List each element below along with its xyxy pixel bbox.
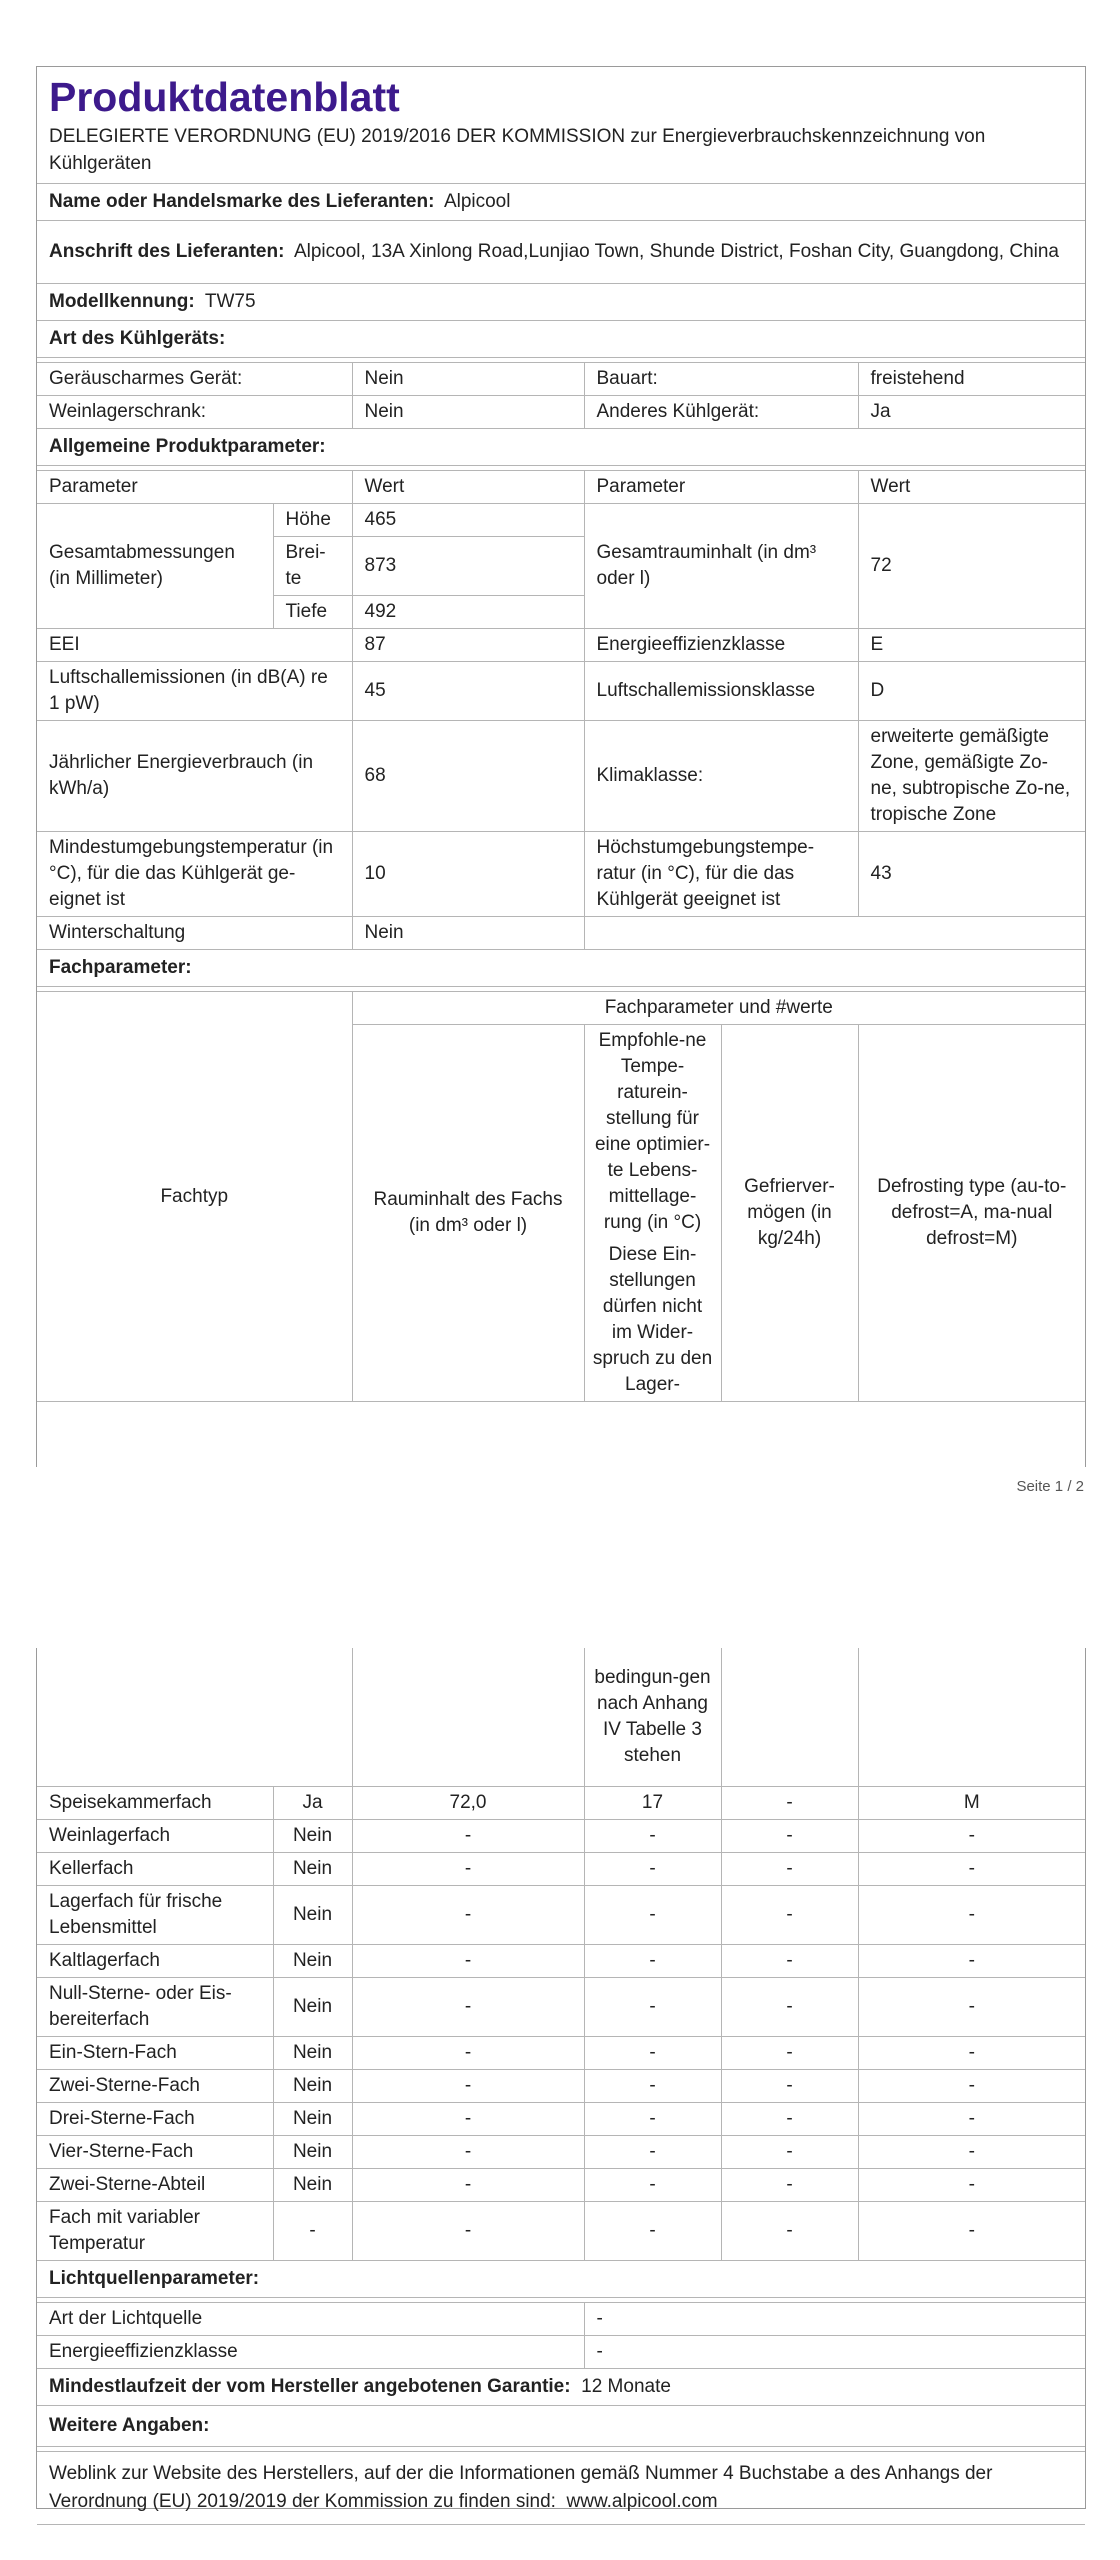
compartment-defrost: - xyxy=(858,2070,1085,2103)
type-value: Nein xyxy=(352,396,584,429)
compartment-row xyxy=(37,2070,1085,2103)
continuation-empty xyxy=(721,1648,858,1787)
type-value: Ja xyxy=(858,396,1085,429)
col-header-defrost: Defrosting type (au-to-defrost=A, ma-nual defrost=M) xyxy=(858,1025,1085,1402)
more-info-text: Weblink zur Website des Herstellers, auf der die Informationen gemäß Nummer 4 Buchstabe a des Anhangs der Verordnung (EU) 2019/2019 der Kommission zu finden sind: xyxy=(49,2463,993,2512)
compartment-temperature: - xyxy=(584,1945,721,1978)
min-temp-label: Mindestumgebungstemperatur (in °C), für die das Kühlgerät ge-eignet ist xyxy=(37,832,352,917)
noise-class-label: Luftschallemissionsklasse xyxy=(584,662,858,721)
compartment-defrost: - xyxy=(858,2202,1085,2261)
height-value: 465 xyxy=(352,504,584,537)
compartment-present: Ja xyxy=(273,1787,352,1820)
col-header-value: Wert xyxy=(352,471,584,504)
compartment-defrost: - xyxy=(858,1820,1085,1853)
compartment-present: Nein xyxy=(273,2169,352,2202)
more-heading-row xyxy=(37,2406,1085,2447)
light-type-value: - xyxy=(584,2303,1085,2336)
compartment-temperature: - xyxy=(584,2136,721,2169)
compartment-volume: - xyxy=(352,1820,584,1853)
col-header-volume: Rauminhalt des Fachs (in dm³ oder l) xyxy=(352,1025,584,1402)
col-header-temperature-part1: Empfohle-ne Tempe-raturein-stellung für eine optimier-te Lebens-mittellage-rung (in °C) xyxy=(594,1030,711,1233)
max-temp-value: 43 xyxy=(858,832,1085,917)
compartment-temperature: - xyxy=(584,2103,721,2136)
page-subtitle: DELEGIERTE VERORDNUNG (EU) 2019/2016 DER KOMMISSION zur Energieverbrauchskennzeichnung von Kühlgeräten xyxy=(49,126,986,174)
light-class-value: - xyxy=(584,2336,1085,2369)
eei-value: 87 xyxy=(352,629,584,662)
supplier-address-value: Alpicool, 13A Xinlong Road,Lunjiao Town, Shunde District, Foshan City, Guangdong, China xyxy=(293,241,1059,262)
type-heading-row xyxy=(37,321,1085,358)
eei-label: EEI xyxy=(37,629,352,662)
compartment-name: Null-Sterne- oder Eis-bereiterfach xyxy=(37,1978,273,2037)
compartment-defrost: - xyxy=(858,1978,1085,2037)
compartment-present: Nein xyxy=(273,1886,352,1945)
winter-value: Nein xyxy=(352,917,584,950)
width-value: 873 xyxy=(352,537,584,596)
warranty-value: 12 Monate xyxy=(581,2376,671,2397)
compartment-row xyxy=(37,2037,1085,2070)
depth-label: Tiefe xyxy=(273,596,352,629)
model-label: Modellkennung: xyxy=(49,291,195,312)
efficiency-class-label: Energieeffizienzklasse xyxy=(584,629,858,662)
compartment-temperature: - xyxy=(584,2169,721,2202)
compartment-freezing: - xyxy=(721,2103,858,2136)
model-row xyxy=(37,284,1085,321)
compartment-volume: - xyxy=(352,2202,584,2261)
type-label: Bauart: xyxy=(584,363,858,396)
compartment-present: - xyxy=(273,2202,352,2261)
compartment-row xyxy=(37,1820,1085,1853)
energy-value: 68 xyxy=(352,721,584,832)
total-volume-label: Gesamtrauminhalt (in dm³ oder l) xyxy=(584,504,858,629)
compartment-freezing: - xyxy=(721,1787,858,1820)
compartment-defrost: - xyxy=(858,1853,1085,1886)
compartment-name: Kellerfach xyxy=(37,1853,273,1886)
compartment-freezing: - xyxy=(721,2136,858,2169)
type-value: freistehend xyxy=(858,363,1085,396)
compartment-volume: - xyxy=(352,1886,584,1945)
compartment-volume: - xyxy=(352,2070,584,2103)
type-row xyxy=(37,396,1085,429)
compartment-name: Lagerfach für frische Lebensmittel xyxy=(37,1886,273,1945)
type-value: Nein xyxy=(352,363,584,396)
datasheet-table-page-1 xyxy=(37,67,1085,1402)
compartment-volume: - xyxy=(352,2136,584,2169)
col-header-temperature-cont: bedingun-gen nach Anhang IV Tabelle 3 stehen xyxy=(584,1648,721,1787)
compartment-temperature: - xyxy=(584,1886,721,1945)
compartment-name: Weinlagerfach xyxy=(37,1820,273,1853)
empty-cell xyxy=(584,917,1085,950)
compartment-temperature: - xyxy=(584,1820,721,1853)
compartment-row xyxy=(37,1978,1085,2037)
general-header-row xyxy=(37,471,1085,504)
noise-label: Luftschallemissionen (in dB(A) re 1 pW) xyxy=(37,662,352,721)
compartment-name: Vier-Sterne-Fach xyxy=(37,2136,273,2169)
supplier-name-value: Alpicool xyxy=(443,191,511,212)
compartment-defrost: - xyxy=(858,1886,1085,1945)
continuation-empty xyxy=(37,1648,352,1787)
compartment-group-header: Fachparameter und #werte xyxy=(352,992,1085,1025)
compartment-present: Nein xyxy=(273,1945,352,1978)
compartment-name: Drei-Sterne-Fach xyxy=(37,2103,273,2136)
compartment-volume: - xyxy=(352,1978,584,2037)
compartment-present: Nein xyxy=(273,2070,352,2103)
climate-class-value: erweiterte gemäßigte Zone, gemäßigte Zo-ne, subtropische Zo-ne, tropische Zone xyxy=(858,721,1085,832)
supplier-name-row xyxy=(37,184,1085,221)
compartment-present: Nein xyxy=(273,2103,352,2136)
compartment-defrost: M xyxy=(858,1787,1085,1820)
noise-class-value: D xyxy=(858,662,1085,721)
compartment-row xyxy=(37,1787,1085,1820)
model-value: TW75 xyxy=(204,291,256,312)
compartment-temperature: - xyxy=(584,2070,721,2103)
col-header-value: Wert xyxy=(858,471,1085,504)
compartment-present: Nein xyxy=(273,2037,352,2070)
compartment-row xyxy=(37,2103,1085,2136)
compartment-defrost: - xyxy=(858,2169,1085,2202)
compartment-temperature: - xyxy=(584,1853,721,1886)
datasheet-table-page-2-bottom xyxy=(37,2261,1085,2525)
compartment-defrost: - xyxy=(858,1945,1085,1978)
page-title: Produktdatenblatt xyxy=(49,74,400,120)
total-volume-value: 72 xyxy=(858,504,1085,629)
compartment-type-header: Fachtyp xyxy=(37,992,352,1402)
compartment-name: Fach mit variabler Temperatur xyxy=(37,2202,273,2261)
compartment-freezing: - xyxy=(721,2070,858,2103)
compartment-freezing: - xyxy=(721,1945,858,1978)
light-heading-row xyxy=(37,2261,1085,2298)
depth-value: 492 xyxy=(352,596,584,629)
noise-value: 45 xyxy=(352,662,584,721)
type-heading: Art des Kühlgeräts: xyxy=(49,328,226,349)
manufacturer-link[interactable]: www.alpicool.com xyxy=(566,2491,718,2512)
more-heading: Weitere Angaben: xyxy=(49,2415,210,2436)
compartment-temperature: - xyxy=(584,1978,721,2037)
compartment-volume: 72,0 xyxy=(352,1787,584,1820)
compartment-defrost: - xyxy=(858,2136,1085,2169)
compartment-name: Zwei-Sterne-Abteil xyxy=(37,2169,273,2202)
height-label: Höhe xyxy=(273,504,352,537)
dimensions-label: Gesamtabmessungen (in Millimeter) xyxy=(37,504,273,629)
more-info-row xyxy=(37,2452,1085,2525)
type-label: Geräuscharmes Gerät: xyxy=(37,363,352,396)
compartment-table xyxy=(37,1787,1085,2261)
supplier-address-row xyxy=(37,221,1085,284)
compartment-row xyxy=(37,2169,1085,2202)
page-2 xyxy=(36,1648,1086,2512)
width-label: Brei-te xyxy=(273,537,352,596)
compartment-volume: - xyxy=(352,2037,584,2070)
compartment-temperature: 17 xyxy=(584,1787,721,1820)
col-header-temperature-part2: Diese Ein-stellungen dürfen nicht im Wider-spruch zu den Lager- xyxy=(592,1244,713,1395)
compartment-present: Nein xyxy=(273,2136,352,2169)
compartment-volume: - xyxy=(352,2103,584,2136)
type-label: Weinlagerschrank: xyxy=(37,396,352,429)
compartment-freezing: - xyxy=(721,2037,858,2070)
compartment-temperature: - xyxy=(584,2037,721,2070)
warranty-row xyxy=(37,2369,1085,2406)
climate-class-label: Klimaklasse: xyxy=(584,721,858,832)
compartment-row xyxy=(37,1886,1085,1945)
compartment-name: Kaltlagerfach xyxy=(37,1945,273,1978)
max-temp-label: Höchstumgebungstempe-ratur (in °C), für die das Kühlgerät geeignet ist xyxy=(584,832,858,917)
page-number: Seite 1 / 2 xyxy=(1016,1478,1084,1495)
col-header-parameter: Parameter xyxy=(584,471,858,504)
compartment-freezing: - xyxy=(721,1853,858,1886)
compartment-defrost: - xyxy=(858,2103,1085,2136)
compartment-freezing: - xyxy=(721,1978,858,2037)
compartments-heading: Fachparameter: xyxy=(49,957,192,978)
compartments-heading-row xyxy=(37,950,1085,987)
energy-label: Jährlicher Energieverbrauch (in kWh/a) xyxy=(37,721,352,832)
compartment-name: Zwei-Sterne-Fach xyxy=(37,2070,273,2103)
compartment-freezing: - xyxy=(721,2202,858,2261)
compartment-volume: - xyxy=(352,1945,584,1978)
light-type-label: Art der Lichtquelle xyxy=(37,2303,584,2336)
general-heading: Allgemeine Produktparameter: xyxy=(49,436,326,457)
type-label: Anderes Kühlgerät: xyxy=(584,396,858,429)
min-temp-value: 10 xyxy=(352,832,584,917)
datasheet-table-page-2 xyxy=(37,1648,1085,1787)
compartment-present: Nein xyxy=(273,1978,352,2037)
warranty-label: Mindestlaufzeit der vom Hersteller angebotenen Garantie: xyxy=(49,2376,571,2397)
col-header-parameter: Parameter xyxy=(37,471,352,504)
compartment-name: Speisekammerfach xyxy=(37,1787,273,1820)
type-row xyxy=(37,363,1085,396)
compartment-freezing: - xyxy=(721,1886,858,1945)
compartment-present: Nein xyxy=(273,1820,352,1853)
efficiency-class-value: E xyxy=(858,629,1085,662)
compartment-row xyxy=(37,2202,1085,2261)
continuation-empty xyxy=(858,1648,1085,1787)
header-cell xyxy=(37,67,1085,184)
compartment-freezing: - xyxy=(721,1820,858,1853)
general-heading-row xyxy=(37,429,1085,466)
compartment-row xyxy=(37,1853,1085,1886)
compartment-volume: - xyxy=(352,2169,584,2202)
compartment-freezing: - xyxy=(721,2169,858,2202)
page-1 xyxy=(36,66,1086,1467)
light-class-label: Energieeffizienzklasse xyxy=(37,2336,584,2369)
compartment-row xyxy=(37,1945,1085,1978)
col-header-temperature xyxy=(584,1025,721,1402)
compartment-row xyxy=(37,2136,1085,2169)
supplier-address-label: Anschrift des Lieferanten: xyxy=(49,241,285,262)
winter-label: Winterschaltung xyxy=(37,917,352,950)
compartment-defrost: - xyxy=(858,2037,1085,2070)
continuation-empty xyxy=(352,1648,584,1787)
col-header-freezing: Gefrierver-mögen (in kg/24h) xyxy=(721,1025,858,1402)
supplier-name-label: Name oder Handelsmarke des Lieferanten: xyxy=(49,191,435,212)
light-heading: Lichtquellenparameter: xyxy=(49,2268,260,2289)
compartment-present: Nein xyxy=(273,1853,352,1886)
compartment-temperature: - xyxy=(584,2202,721,2261)
compartment-name: Ein-Stern-Fach xyxy=(37,2037,273,2070)
compartment-volume: - xyxy=(352,1853,584,1886)
